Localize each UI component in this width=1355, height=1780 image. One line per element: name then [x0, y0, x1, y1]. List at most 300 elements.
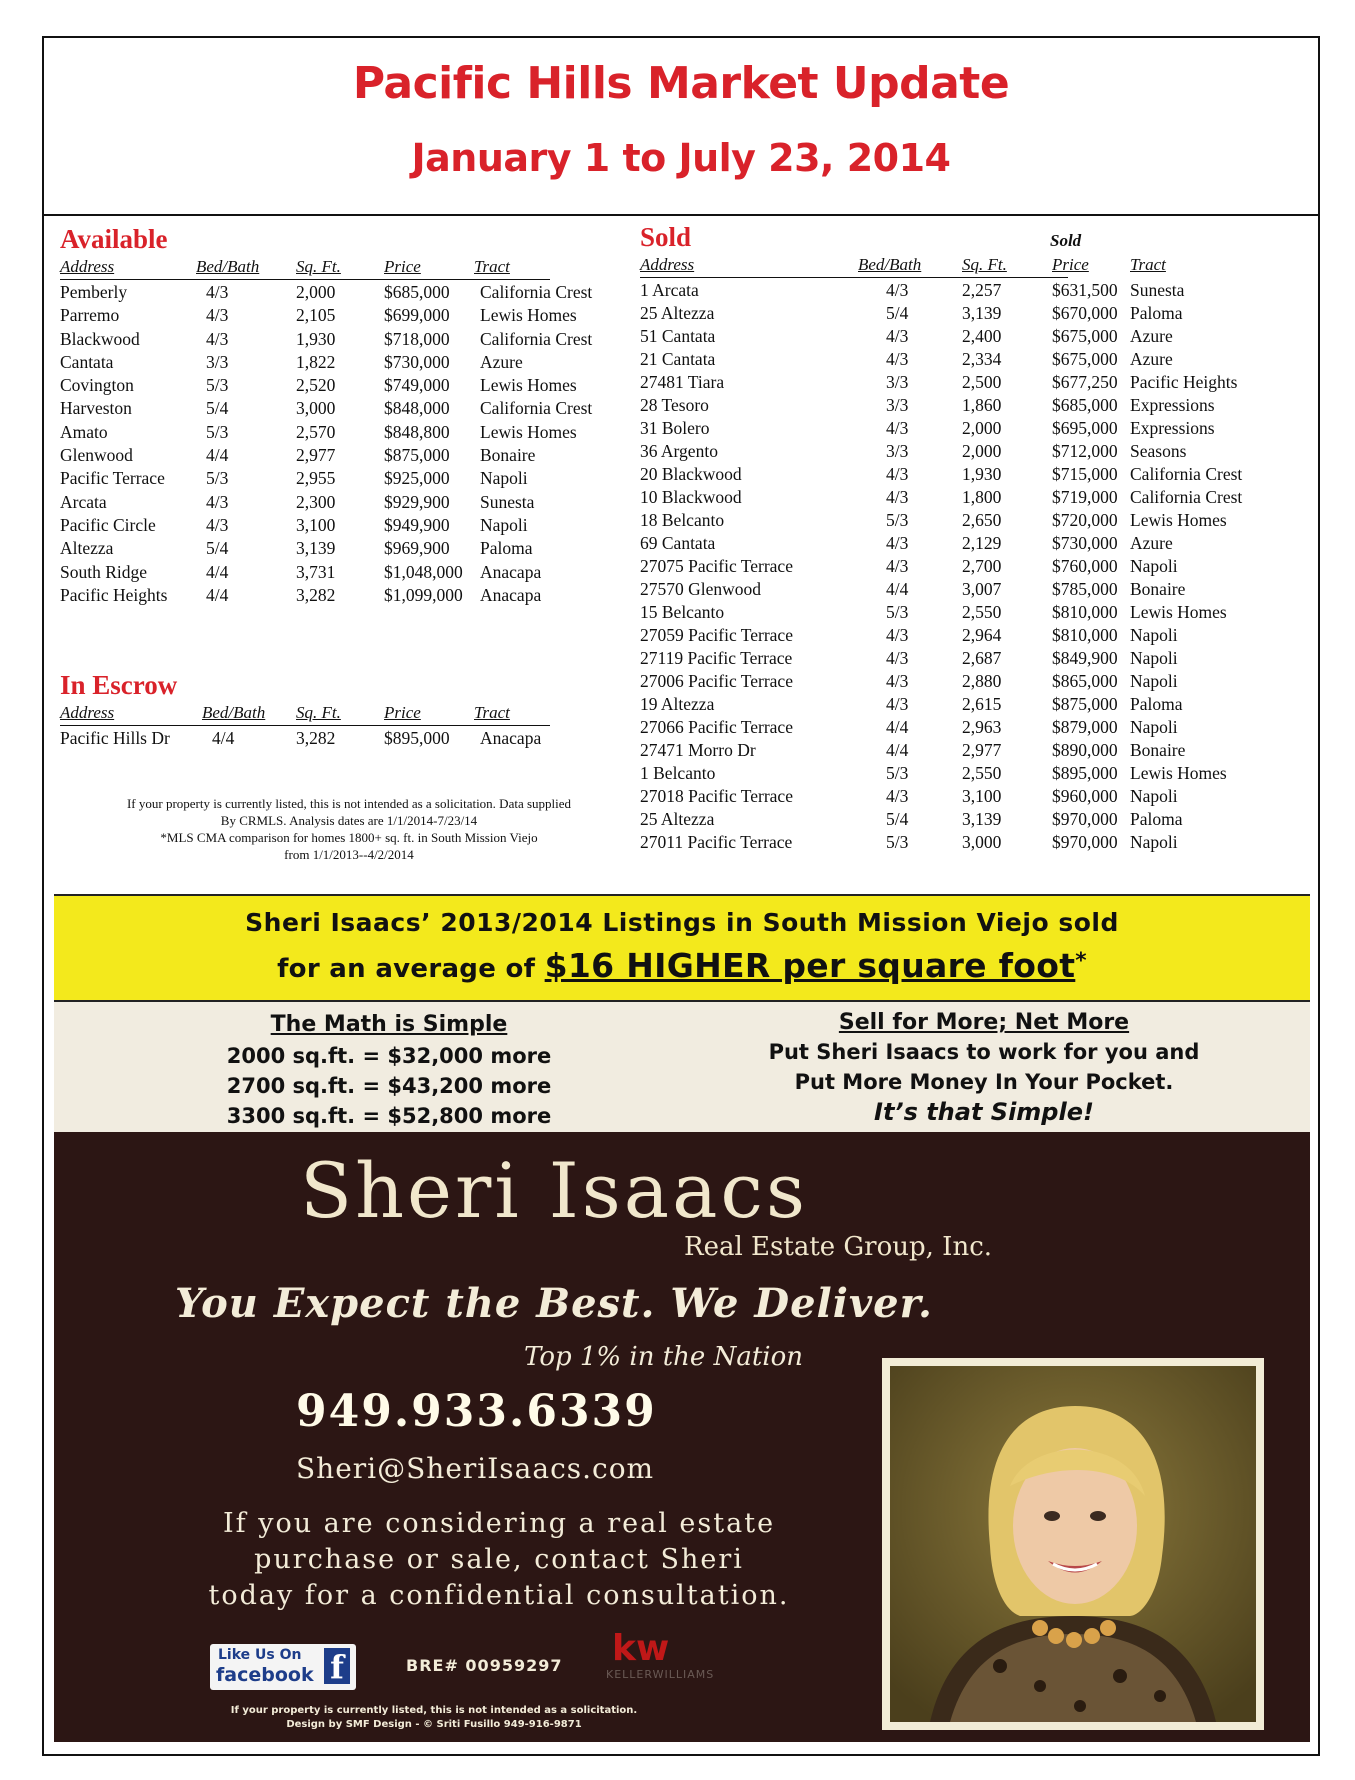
cell-bedbath: 4/3 — [886, 418, 909, 438]
rank-text: Top 1% in the Nation — [524, 1342, 803, 1372]
cell-sqft: 2,000 — [962, 441, 1002, 461]
cell-price: $970,000 — [1052, 809, 1118, 829]
banner-line-1: Sheri Isaacs’ 2013/2014 Listings in South Mission Viejo sold — [245, 908, 1119, 937]
cell-price: $712,000 — [1052, 441, 1118, 461]
cell-price: $670,000 — [1052, 303, 1118, 323]
fine-print-line: Design by SMF Design - © Sriti Fusillo 949-916-9871 — [286, 1719, 582, 1730]
cell-address: 20 Blackwood — [640, 464, 742, 484]
cell-bedbath: 4/4 — [212, 728, 235, 748]
keller-williams-logo — [606, 1628, 715, 1688]
cell-bedbath: 4/3 — [206, 305, 229, 326]
table-row — [640, 533, 1310, 556]
cell-tract: Sunesta — [1130, 280, 1185, 300]
cell-tract: Lewis Homes — [1130, 510, 1227, 530]
cell-tract: Sunesta — [480, 491, 535, 512]
table-row — [60, 562, 580, 585]
escrow-table-header — [60, 703, 550, 726]
escrow-title: In Escrow — [60, 670, 178, 700]
cell-price: $879,000 — [1052, 717, 1118, 737]
cell-price: $960,000 — [1052, 786, 1118, 806]
cell-address: 1 Arcata — [640, 280, 699, 300]
cell-sqft: 3,000 — [296, 398, 336, 419]
cell-address: 36 Argento — [640, 441, 718, 461]
cell-price: $675,000 — [1052, 326, 1118, 346]
math-heading: The Math is Simple — [270, 1012, 508, 1037]
cell-sqft: 2,550 — [962, 602, 1002, 622]
cell-sqft: 1,930 — [962, 464, 1002, 484]
cell-address: 18 Belcanto — [640, 510, 725, 530]
cell-tract: Anacapa — [480, 584, 542, 605]
table-row — [640, 556, 1310, 579]
cell-bedbath: 4/4 — [206, 561, 229, 582]
cell-address: 28 Tesoro — [640, 395, 709, 415]
col-address: Address — [60, 257, 115, 276]
cell-sqft: 2,963 — [962, 717, 1002, 737]
cell-tract: California Crest — [480, 398, 593, 419]
col-bedbath: Bed/Bath — [202, 703, 266, 722]
cell-tract: Napoli — [1130, 832, 1178, 852]
cell-sqft: 1,822 — [296, 351, 336, 372]
col-tract: Tract — [474, 703, 510, 722]
cell-address: Altezza — [60, 538, 114, 559]
table-row — [640, 441, 1310, 464]
cell-sqft: 2,615 — [962, 694, 1002, 714]
cell-address: 19 Altezza — [640, 694, 715, 714]
available-table-header — [60, 257, 550, 280]
cell-sqft: 2,400 — [962, 326, 1002, 346]
cell-address: Pacific Heights — [60, 584, 168, 605]
cell-tract: Napoli — [1130, 648, 1178, 668]
cell-address: 27481 Tiara — [640, 372, 725, 392]
cell-address: 27570 Glenwood — [640, 579, 762, 599]
kw-logo-name: KELLERWILLIAMS — [606, 1668, 715, 1681]
math-line: 2700 sq.ft. = $43,200 more — [226, 1074, 552, 1098]
table-row — [640, 303, 1310, 326]
cell-tract: Pacific Heights — [1130, 372, 1238, 392]
table-row — [640, 510, 1310, 533]
cell-bedbath: 4/3 — [886, 694, 909, 714]
cell-address: 10 Blackwood — [640, 487, 742, 507]
note-line: *MLS CMA comparison for homes 1800+ sq. ft. in South Mission Viejo — [160, 830, 538, 845]
cell-price: $1,099,000 — [384, 584, 463, 605]
cell-bedbath: 5/3 — [886, 763, 909, 783]
disclaimer-note — [44, 795, 654, 863]
cell-bedbath: 4/3 — [886, 671, 909, 691]
cell-address: 27066 Pacific Terrace — [640, 717, 793, 737]
sell-line: Put More Money In Your Pocket. — [794, 1070, 1174, 1094]
cell-sqft: 2,964 — [962, 625, 1002, 645]
cell-address: Pacific Hills Dr — [60, 728, 170, 748]
table-row — [60, 282, 593, 305]
cell-bedbath: 4/4 — [886, 740, 909, 760]
cell-address: 15 Belcanto — [640, 602, 725, 622]
cell-address: 51 Cantata — [640, 326, 716, 346]
cell-sqft: 2,955 — [296, 468, 336, 489]
table-row — [640, 280, 1310, 303]
cell-bedbath: 4/3 — [886, 533, 909, 553]
cell-address: South Ridge — [60, 561, 148, 582]
cell-tract: Napoli — [1130, 717, 1178, 737]
cell-address: Harveston — [60, 398, 132, 419]
cell-sqft: 2,129 — [962, 533, 1002, 553]
cell-address: Pemberly — [60, 282, 128, 302]
cell-bedbath: 5/3 — [206, 468, 229, 489]
cell-bedbath: 4/3 — [206, 514, 229, 535]
cell-address: 1 Belcanto — [640, 763, 716, 783]
table-row — [640, 349, 1310, 372]
table-row — [60, 585, 580, 608]
cell-bedbath: 4/3 — [886, 464, 909, 484]
cell-price: $929,900 — [384, 491, 450, 512]
cell-price: $849,900 — [1052, 648, 1118, 668]
cell-bedbath: 5/3 — [886, 602, 909, 622]
sold-title: Sold — [640, 222, 692, 252]
agent-photo — [882, 1358, 1264, 1730]
col-bedbath: Bed/Bath — [196, 257, 260, 276]
cell-address: Blackwood — [60, 328, 140, 349]
cell-tract: Bonaire — [1130, 579, 1186, 599]
table-row — [60, 728, 580, 751]
sold-table-header — [640, 255, 1166, 278]
table-row — [640, 809, 1310, 832]
cell-bedbath: 3/3 — [886, 441, 909, 461]
table-row — [60, 328, 593, 352]
cell-bedbath: 4/3 — [886, 326, 909, 346]
math-line: 2000 sq.ft. = $32,000 more — [226, 1044, 552, 1068]
cell-bedbath: 5/4 — [886, 303, 909, 323]
cell-bedbath: 4/3 — [886, 487, 909, 507]
cell-sqft: 3,282 — [296, 584, 336, 605]
cell-bedbath: 4/3 — [886, 349, 909, 369]
cell-sqft: 1,860 — [962, 395, 1002, 415]
table-row — [60, 352, 580, 375]
cell-tract: Paloma — [1130, 809, 1183, 829]
cell-address: 27011 Pacific Terrace — [640, 832, 793, 852]
cell-sqft: 2,977 — [962, 740, 1002, 760]
note-line: If your property is currently listed, this is not intended as a solicitation. Data supplied — [126, 796, 572, 811]
company-name: Real Estate Group, Inc. — [684, 1232, 993, 1262]
cell-tract: Lewis Homes — [480, 305, 577, 326]
cell-address: 25 Altezza — [640, 809, 715, 829]
cell-bedbath: 3/3 — [206, 351, 229, 372]
cell-bedbath: 5/3 — [886, 832, 909, 852]
table-row — [60, 492, 580, 515]
highlight-banner — [54, 894, 1310, 1002]
col-price: Price — [384, 703, 421, 722]
cell-sqft: 3,100 — [962, 786, 1002, 806]
cell-tract: Seasons — [1130, 441, 1187, 461]
cell-tract: Napoli — [1130, 625, 1178, 645]
col-tract: Tract — [474, 257, 510, 276]
table-row — [640, 395, 1310, 418]
banner-line-2-pre: for an average of — [277, 954, 536, 984]
agent-ad — [54, 1132, 1310, 1742]
table-row — [640, 832, 1310, 855]
table-row — [60, 305, 580, 328]
table-row — [60, 375, 580, 398]
cell-address: 27018 Pacific Terrace — [640, 786, 793, 806]
cell-bedbath: 3/3 — [886, 395, 909, 415]
cell-address: 31 Bolero — [640, 418, 710, 438]
cell-tract: California Crest — [1130, 487, 1243, 507]
table-row — [60, 468, 580, 491]
cell-tract: Lewis Homes — [1130, 763, 1227, 783]
cell-address: Covington — [60, 375, 134, 396]
cell-sqft: 2,687 — [962, 648, 1002, 668]
cell-tract: Anacapa — [480, 728, 542, 748]
math-line: 3300 sq.ft. = $52,800 more — [226, 1104, 552, 1128]
email-address[interactable]: Sheri@SheriIsaacs.com — [296, 1452, 655, 1485]
sold-table — [640, 280, 1310, 855]
cell-sqft: 3,139 — [962, 303, 1002, 323]
table-row — [60, 515, 580, 538]
escrow-table — [60, 728, 580, 751]
cell-price: $925,000 — [384, 468, 450, 489]
cell-price: $730,000 — [384, 351, 450, 372]
cell-address: Glenwood — [60, 445, 133, 466]
fine-print — [54, 1704, 814, 1732]
page-title: Pacific Hills Market Update — [352, 58, 1010, 109]
table-row — [640, 717, 1310, 740]
cell-bedbath: 4/4 — [206, 584, 229, 605]
col-sqft: Sq. Ft. — [962, 255, 1007, 274]
cell-price: $695,000 — [1052, 418, 1118, 438]
cell-sqft: 3,100 — [296, 514, 336, 535]
cell-price: $720,000 — [1052, 510, 1118, 530]
sell-tagline: It’s that Simple! — [874, 1098, 1094, 1126]
call-to-action — [134, 1506, 864, 1614]
cell-price: $631,500 — [1052, 280, 1118, 300]
header — [44, 38, 1318, 216]
cta-line: purchase or sale, contact Sheri — [254, 1544, 744, 1575]
cell-tract: Napoli — [480, 468, 528, 489]
cell-address: Cantata — [60, 351, 114, 372]
cell-bedbath: 4/3 — [206, 491, 229, 512]
table-row — [640, 763, 1310, 786]
available-table — [60, 282, 593, 608]
slogan: You Expect the Best. We Deliver. — [175, 1280, 933, 1327]
cell-address: 25 Altezza — [640, 303, 715, 323]
fine-print-line: If your property is currently listed, this is not intended as a solicitation. — [230, 1705, 638, 1716]
cell-price: $865,000 — [1052, 671, 1118, 691]
cell-tract: Bonaire — [1130, 740, 1186, 760]
cell-sqft: 3,139 — [296, 538, 336, 559]
cell-price: $949,900 — [384, 514, 450, 535]
cell-price: $970,000 — [1052, 832, 1118, 852]
cell-address: 69 Cantata — [640, 533, 716, 553]
cell-address: 27059 Pacific Terrace — [640, 625, 793, 645]
cell-tract: Azure — [1130, 326, 1173, 346]
table-row — [640, 625, 1310, 648]
math-panel — [54, 1002, 1310, 1132]
facebook-badge-bottom: facebook — [216, 1664, 314, 1686]
cell-price: $685,000 — [384, 282, 450, 302]
table-row — [60, 422, 580, 445]
cell-sqft: 2,880 — [962, 671, 1002, 691]
cell-bedbath: 3/3 — [886, 372, 909, 392]
page-subtitle: January 1 to July 23, 2014 — [411, 136, 951, 180]
cell-price: $730,000 — [1052, 533, 1118, 553]
cell-price: $699,000 — [384, 305, 450, 326]
col-sqft: Sq. Ft. — [296, 257, 341, 276]
cell-price: $785,000 — [1052, 579, 1118, 599]
cell-sqft: 3,139 — [962, 809, 1002, 829]
sold-subhead: Sold — [1050, 231, 1082, 250]
cell-address: Arcata — [60, 491, 107, 512]
cell-price: $718,000 — [384, 328, 450, 349]
cell-tract: Napoli — [480, 514, 528, 535]
cell-sqft: 2,000 — [962, 418, 1002, 438]
cell-bedbath: 5/4 — [886, 809, 909, 829]
table-row — [640, 648, 1310, 671]
cell-tract: Paloma — [1130, 303, 1183, 323]
note-line: By CRMLS. Analysis dates are 1/1/2014-7/23/14 — [220, 813, 478, 828]
col-price: Price — [384, 257, 421, 276]
facebook-icon: f — [324, 1648, 350, 1684]
col-price: Price — [1052, 255, 1089, 274]
table-row — [60, 398, 593, 421]
cell-bedbath: 4/3 — [886, 556, 909, 576]
banner-footnote-mark: * — [1075, 948, 1087, 974]
cell-price: $969,900 — [384, 538, 450, 559]
cell-tract: Azure — [480, 351, 523, 372]
agent-name-logo: Sheri Isaacs — [300, 1146, 808, 1235]
cell-sqft: 3,731 — [296, 561, 336, 582]
table-row — [640, 326, 1310, 349]
cell-sqft: 2,000 — [296, 282, 336, 302]
col-tract: Tract — [1130, 255, 1166, 274]
table-row — [640, 740, 1310, 763]
license-number: BRE# 00959297 — [406, 1656, 563, 1675]
facebook-badge-top: Like Us On — [218, 1647, 302, 1663]
cell-sqft: 2,500 — [962, 372, 1002, 392]
table-row — [60, 538, 580, 561]
cell-tract: California Crest — [1130, 464, 1243, 484]
cell-sqft: 1,800 — [962, 487, 1002, 507]
cell-address: Pacific Terrace — [60, 468, 165, 489]
agent-portrait-image — [890, 1366, 1256, 1722]
cell-tract: Paloma — [480, 538, 533, 559]
cell-bedbath: 4/4 — [206, 445, 229, 466]
available-title: Available — [60, 224, 168, 254]
sell-heading: Sell for More; Net More — [838, 1010, 1130, 1035]
cell-price: $1,048,000 — [384, 561, 463, 582]
cell-price: $715,000 — [1052, 464, 1118, 484]
cell-price: $875,000 — [1052, 694, 1118, 714]
flyer — [42, 36, 1320, 1756]
cell-address: 27471 Morro Dr — [640, 740, 756, 760]
cell-address: Amato — [60, 421, 108, 442]
cell-price: $719,000 — [1052, 487, 1118, 507]
cell-tract: California Crest — [480, 328, 593, 349]
cell-bedbath: 5/3 — [886, 510, 909, 530]
cell-sqft: 2,700 — [962, 556, 1002, 576]
cell-bedbath: 4/3 — [206, 282, 229, 302]
cell-bedbath: 4/3 — [886, 280, 909, 300]
cell-bedbath: 4/4 — [886, 579, 909, 599]
cell-bedbath: 4/3 — [886, 648, 909, 668]
cell-price: $875,000 — [384, 445, 450, 466]
cell-address: 27006 Pacific Terrace — [640, 671, 793, 691]
cell-tract: California Crest — [480, 282, 593, 302]
cell-price: $749,000 — [384, 375, 450, 396]
cell-tract: Napoli — [1130, 556, 1178, 576]
portrait-illustration — [890, 1366, 1256, 1722]
cell-price: $890,000 — [1052, 740, 1118, 760]
cta-line: If you are considering a real estate — [222, 1508, 776, 1539]
cell-price: $848,800 — [384, 421, 450, 442]
cell-bedbath: 4/4 — [886, 717, 909, 737]
col-address: Address — [640, 255, 695, 274]
banner-line-2 — [54, 946, 1310, 985]
facebook-badge[interactable] — [210, 1644, 356, 1690]
cell-tract: Napoli — [1130, 671, 1178, 691]
col-address: Address — [60, 703, 115, 722]
cell-bedbath: 5/3 — [206, 421, 229, 442]
cell-tract: Expressions — [1130, 395, 1215, 415]
phone-number[interactable]: 949.933.6339 — [296, 1386, 657, 1437]
cell-tract: Paloma — [1130, 694, 1183, 714]
cell-sqft: 1,930 — [296, 328, 336, 349]
cell-sqft: 2,334 — [962, 349, 1002, 369]
cell-sqft: 3,000 — [962, 832, 1002, 852]
cell-sqft: 2,257 — [962, 280, 1002, 300]
cell-tract: Azure — [1130, 349, 1173, 369]
col-bedbath: Bed/Bath — [858, 255, 922, 274]
table-row — [640, 602, 1310, 625]
cell-address: 27119 Pacific Terrace — [640, 648, 793, 668]
cell-price: $810,000 — [1052, 625, 1118, 645]
sell-block — [674, 1010, 1294, 1127]
table-row — [640, 786, 1310, 809]
table-row — [640, 694, 1310, 717]
cta-line: today for a confidential consultation. — [208, 1580, 790, 1611]
cell-sqft: 3,282 — [296, 728, 336, 748]
banner-highlight: $16 HIGHER per square foot — [544, 946, 1076, 985]
table-row — [640, 487, 1310, 510]
cell-bedbath: 5/4 — [206, 398, 229, 419]
cell-bedbath: 4/3 — [886, 625, 909, 645]
cell-bedbath: 4/3 — [886, 786, 909, 806]
cell-sqft: 2,570 — [296, 421, 336, 442]
cell-address: Parremo — [60, 305, 120, 326]
cell-tract: Lewis Homes — [480, 375, 577, 396]
sell-line: Put Sheri Isaacs to work for you and — [768, 1040, 1200, 1064]
cell-sqft: 3,007 — [962, 579, 1002, 599]
cell-tract: Bonaire — [480, 445, 536, 466]
cell-address: Pacific Circle — [60, 514, 156, 535]
cell-sqft: 2,977 — [296, 445, 336, 466]
cell-price: $848,000 — [384, 398, 450, 419]
cell-tract: Expressions — [1130, 418, 1215, 438]
cell-address: 27075 Pacific Terrace — [640, 556, 793, 576]
cell-bedbath: 4/3 — [206, 328, 229, 349]
cell-price: $895,000 — [384, 728, 450, 748]
cell-tract: Lewis Homes — [480, 421, 577, 442]
cell-tract: Azure — [1130, 533, 1173, 553]
cell-price: $685,000 — [1052, 395, 1118, 415]
table-row — [640, 464, 1310, 487]
cell-tract: Lewis Homes — [1130, 602, 1227, 622]
cell-sqft: 2,520 — [296, 375, 336, 396]
cell-sqft: 2,550 — [962, 763, 1002, 783]
cell-sqft: 2,300 — [296, 491, 336, 512]
table-row — [640, 671, 1310, 694]
cell-bedbath: 5/4 — [206, 538, 229, 559]
cell-price: $810,000 — [1052, 602, 1118, 622]
cell-price: $760,000 — [1052, 556, 1118, 576]
cell-sqft: 2,650 — [962, 510, 1002, 530]
